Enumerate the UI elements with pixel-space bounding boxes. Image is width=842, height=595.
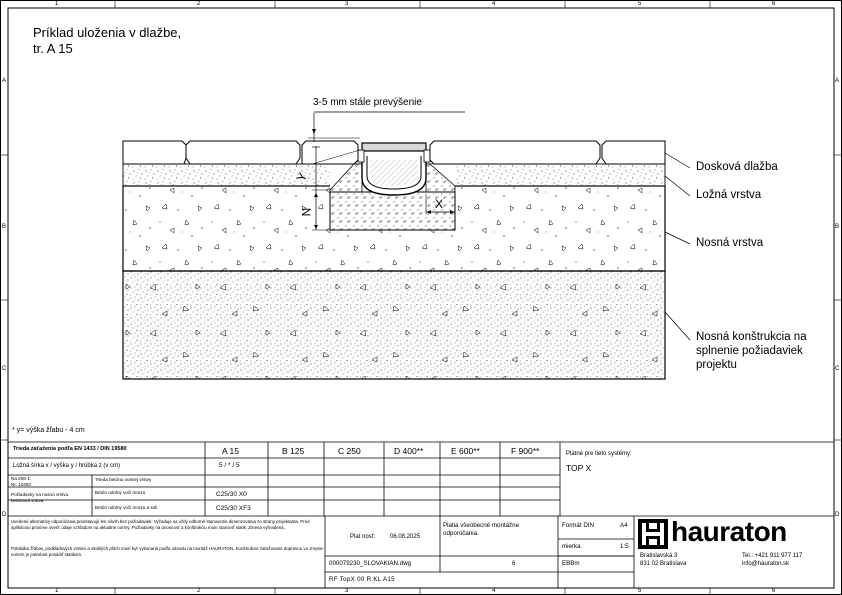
- row-label: Nr. 10492: [11, 482, 31, 487]
- disclaimer-text: Pokládka žľabov, podkladových vrstiev a okolitých plôch musí byť vykonaná podľa návodu na montáž HAURATON. Konštrukcie zaťažované dopravou vo zmysle noriem je potrebné posúdiť statikom.: [11, 546, 323, 557]
- scale-label: mierka: [562, 543, 581, 550]
- layer-label-structure: splnenie požiadaviek: [696, 345, 803, 357]
- format-label: Formát DIN: [562, 522, 594, 529]
- row-letter: D: [835, 512, 840, 518]
- hauraton-logo-icon: [638, 519, 668, 549]
- column-number: 1: [55, 588, 59, 594]
- author-code: EBBm: [562, 560, 580, 567]
- paving-slab: [602, 141, 665, 164]
- paving-slab: [186, 141, 300, 164]
- general-note: Platia všeobecné montážne odporúčania.: [443, 522, 520, 538]
- row-sublabel: Betón odolný voči mrazu a soli: [95, 505, 158, 510]
- layer-label-slab: Dosková dlažba: [696, 161, 778, 173]
- table-cell: C25/30 X0: [216, 491, 247, 498]
- row-sublabel: Betón odolný voči mrazu: [95, 490, 146, 495]
- row-label: Požiadavky na nosnú vrstvu: [11, 492, 69, 497]
- layer-label-structure: Nosná konštrukcia na: [696, 331, 807, 343]
- row-letter: B: [835, 224, 840, 230]
- drawing-reference: RF TopX 00 R KL A15: [329, 576, 395, 583]
- leader-structure: [665, 312, 690, 340]
- load-class: A 15: [222, 446, 240, 456]
- paving-slab: [123, 141, 186, 164]
- row-letter: A: [2, 78, 7, 84]
- load-class: E 600**: [451, 446, 480, 456]
- paving-slab: [430, 141, 600, 164]
- validity-date: 06.08.2025: [390, 534, 421, 540]
- load-class: C 250: [338, 446, 361, 456]
- dimension-note: 3-5 mm stále prevýšenie: [313, 97, 422, 108]
- load-class: F 900**: [511, 446, 540, 456]
- layer-label-base: Nosná vrstva: [696, 237, 764, 249]
- row-label: Ložná šírka x / výška y / hrúbka z (v cm): [13, 463, 121, 469]
- leader-base: [665, 232, 690, 244]
- column-number: 5: [638, 588, 642, 594]
- row-letter: C: [835, 366, 840, 372]
- scale-value: 1:5: [620, 543, 629, 550]
- drawing-subtitle: tr. A 15: [33, 41, 73, 56]
- validity-label: Plat nosť:: [350, 534, 376, 540]
- file-name: 000079230_SLOVAKIAN.dwg: [329, 560, 412, 567]
- layer-label-bedding: Ložná vrstva: [696, 189, 762, 201]
- row-letter: B: [2, 224, 7, 230]
- column-number: 6: [772, 1, 776, 7]
- column-number: 4: [492, 1, 496, 7]
- company-email: info@hauraton.sk: [742, 561, 790, 567]
- leader-slab: [665, 153, 690, 168]
- format-value: A4: [620, 522, 628, 529]
- company-phone: Tel.: +421 911 977 117: [742, 553, 803, 559]
- footnote: * y= výška žľabu - 4 cm: [12, 427, 85, 434]
- row-label: betónová vrstva: [11, 498, 44, 503]
- table-cell: C25/30 XF3: [216, 505, 251, 512]
- grating: [362, 143, 426, 151]
- column-number: 1: [55, 1, 59, 7]
- applies-value: TOP X: [566, 463, 592, 473]
- company-address: 831 02 Bratislava: [640, 561, 687, 567]
- column-number: 2: [197, 588, 201, 594]
- paving-slab: [302, 141, 358, 164]
- row-letter: D: [2, 512, 7, 518]
- load-class: B 125: [282, 446, 305, 456]
- column-number: 3: [345, 588, 349, 594]
- support-structure-layer: [123, 271, 665, 379]
- sheet-number: 6: [512, 560, 516, 567]
- load-class: D 400**: [394, 446, 424, 456]
- column-number: 2: [197, 1, 201, 7]
- row-letter: C: [2, 366, 7, 372]
- row-sublabel: Trieda betónu nosnej vrstvy: [95, 477, 152, 482]
- column-number: 3: [345, 1, 349, 7]
- disclaimer-text: Uvedené alternatívy odporúčania predstavujú len návrh bez požiadaviek. Vyžaduje sa vždy odborné stanovenie dimenzovania zo strany projektanta. Pred aplikáciou prosíme overiť údaje vzhľadom na aktuálne normy. Požiadavky na únosnosť a konštrukciu musí stanoviť statik. Zmena vyhradená.: [11, 519, 310, 530]
- load-class-header: Trieda zaťaženia podľa EN 1433 / DIN 19580: [13, 446, 127, 452]
- table-lines: [8, 442, 834, 588]
- company-address: Bratislavská 3: [640, 553, 678, 559]
- dimension-y-label: Y: [293, 170, 311, 184]
- column-number: 6: [772, 588, 776, 594]
- leader-bedding: [665, 176, 690, 196]
- layer-label-structure: projektu: [696, 359, 737, 371]
- dimension-x-label: X: [435, 197, 444, 211]
- column-number: 5: [638, 1, 642, 7]
- table-cell: 5 / * / 5: [219, 462, 240, 469]
- drawing-title: Príklad uloženia v dlažbe,: [33, 25, 182, 40]
- row-label: Na 206-1:: [11, 476, 32, 481]
- row-letter: A: [835, 78, 840, 84]
- company-logo: hauraton: [671, 516, 787, 547]
- applies-label: Platné pre tieto systémy:: [566, 451, 632, 457]
- dimension-n-label: N: [299, 207, 314, 217]
- column-number: 4: [492, 588, 496, 594]
